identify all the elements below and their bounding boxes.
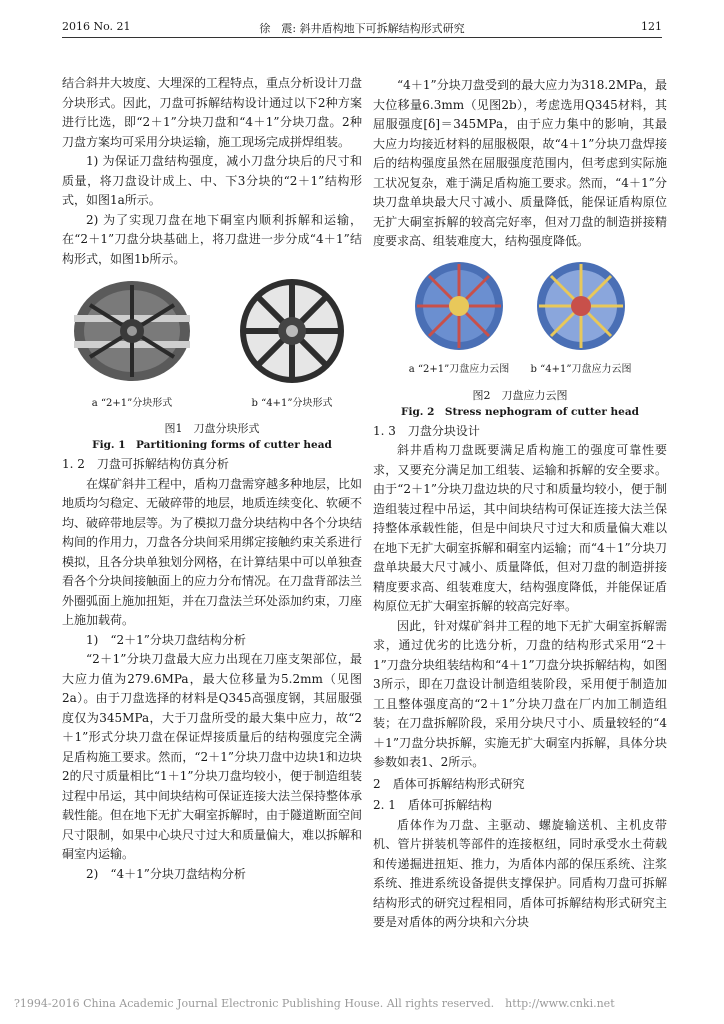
figure-2a (403, 258, 515, 380)
journal-issue: 2016 No. 21 (62, 20, 131, 33)
figure-2b-label: b “4+1”刀盘应力云图 (530, 364, 632, 375)
subsection-heading: 1) “2＋1”分块刀盘结构分析 (86, 632, 246, 647)
figure-2-caption-en: Fig. 2 Stress nephogram of cutter head (401, 405, 639, 418)
figure-1-caption-en: Fig. 1 Partitioning forms of cutter head (92, 439, 332, 451)
paragraph: 结合斜井大坡度、大埋深的工程特点，重点分析设计刀盘分块形式。因此，刀盘可拆解结构设计通过以下2种方案进行比选，即“2＋1”分块刀盘和“4＋1”分块刀盘。2种刀盘方案均可采用分块运输，施工现场完成拼焊组装。 (62, 76, 363, 149)
copyright-footer: ?1994-2016 China Academic Journal Electronic Publishing House. All rights reserved. http://www.cnki.net (14, 997, 615, 1010)
header-rule (62, 37, 662, 38)
stress-nephogram-2plus1 (411, 258, 507, 354)
section-heading: 2. 1 盾体可拆解结构 (373, 798, 492, 812)
paragraph: 因此，针对煤矿斜井工程的地下无扩大硐室拆解需求，通过优劣的比选分析，刀盘的结构形式采用“2＋1”刀盘分块组装结构和“4＋1”刀盘分块拆解结构，如图3所示，即在刀盘设计制造组装阶段，采用便于制造加工且整体强度高的“2＋1”分块刀盘在厂内加工制造组装；在刀盘拆解阶段，采用分块尺寸小、质量较轻的“4＋1”刀盘分块拆解，实施无扩大硐室内拆解，具体分块参数如表1、2所示。 (373, 618, 667, 769)
paragraph: 2) 为了实现刀盘在地下硐室内顺利拆解和运输，在“2＋1”刀盘分块基础上，将刀盘进一步分成“4＋1”结构形式，如图1b所示。 (62, 212, 362, 266)
paragraph: “4＋1”分块刀盘受到的最大应力为318.2MPa，最大位移量6.3mm（见图2b），考虑选用Q345材料，其屈服强度[δ]＝345MPa，由于应力集中的影响，其最大应力均接近材料的屈服极限，故“4＋1”分块刀盘焊接后的结构强度虽然在屈服强度范围内，但考虑到实际施工状况复杂，难于满足盾构施工要求。然而，“4＋1”分块刀盘单块最大尺寸减小、质量降低，能保证盾构原位无扩大硐室拆解的较高完好率，但对刀盘的制造拼接精度要求高、组装难度大，结构强度降低。 (373, 78, 667, 248)
left-column (62, 74, 362, 884)
figure-2b (525, 258, 637, 380)
figure-2a-label: a “2+1”刀盘应力云图 (408, 364, 510, 375)
figure-2-caption: 图2 刀盘应力云图 (472, 388, 568, 402)
figure-2 (373, 258, 667, 420)
figure-1b (222, 275, 362, 413)
section-heading: 1. 2 刀盘可拆解结构仿真分析 (62, 457, 229, 471)
running-header (62, 20, 662, 36)
subsection-heading: 2) “4＋1”分块刀盘结构分析 (86, 866, 246, 881)
cutter-head-4plus1-image (230, 275, 354, 387)
cutter-head-2plus1-image (70, 275, 194, 387)
section-heading: 1. 3 刀盘分块设计 (373, 423, 480, 438)
figure-1 (62, 275, 362, 453)
section-heading: 2 盾体可拆解结构形式研究 (373, 776, 525, 791)
figure-1-caption: 图1 刀盘分块形式 (164, 422, 260, 435)
page-number: 121 (641, 20, 662, 33)
figure-1a (62, 275, 202, 413)
paragraph: 盾体作为刀盘、主驱动、螺旋输送机、主机皮带机、管片拼装机等部件的连接枢纽，同时承受水土荷载和传递掘进扭矩、推力，为盾体内部的保压系统、注浆系统、推进系统设备提供支撑保护。同盾构刀盘可拆解结构形式的研究过程相同，盾体可拆解结构形式研究主要是对盾体的两分块和六分块 (373, 817, 667, 929)
paragraph: 在煤矿斜井工程中，盾构刀盘需穿越多种地层，比如地质均匀稳定、无破碎带的地层，地质连续变化、软硬不均、破碎带地层等。为了模拟刀盘分块结构中各个分块结构间的作用力，刀盘各分块间采用绑定接触约束关系进行模拟，且各分块单独划分网格，在计算结果中可以单独查看各个分块间接触面上的应力分布情况。在刀盘背部法兰外圈弧面上施加扭矩，并在刀盘法兰环处添加约束，刀座上施加载荷。 (62, 476, 363, 627)
paragraph: “2＋1”分块刀盘最大应力出现在刀座支架部位，最大应力值为279.6MPa，最大位移量为5.2mm（见图2a）。由于刀盘选择的材料是Q345高强度钢，其屈服强度仅为345MPa，大于刀盘所受的最大集中应力，故“2＋1”形式分块刀盘在保证焊接质量后的结构强度完全满足盾构施工要求。然而，“2＋1”分块刀盘中边块1和边块2的尺寸质量相比“1＋1”分块刀盘均较小，便于制造组装过程中吊运，其中间块结构可保证连接大法兰保持整体承载性能。但在地下无扩大硐室拆解时，由于隧道断面空间尺寸限制，如果中心块尺寸过大和质量偏大，难以拆解和硐室内运输。 (62, 652, 363, 861)
figure-1b-label: b “4+1”分块形式 (251, 397, 333, 409)
right-column (373, 76, 667, 933)
paragraph: 斜井盾构刀盘既要满足盾构施工的强度可靠性要求，又要充分满足加工组装、运输和拆解的安全要求。由于“2＋1”分块刀盘边块的尺寸和质量均较小，便于制造组装过程中吊运，其中间块结构可保证连接大法兰保持整体承载性能，但是中间块尺寸过大和质量偏大难以在地下无扩大硐室拆解和硐室内运输；而“4＋1”分块刀盘单块最大尺寸减小、质量降低，但对刀盘的制造拼接精度要求高、组装难度大，结构强度降低，并能保证盾构原位无扩大硐室拆解的较高完好率。 (373, 443, 667, 613)
stress-nephogram-4plus1 (533, 258, 629, 354)
paragraph: 1) 为保证刀盘结构强度，减小刀盘分块后的尺寸和质量，将刀盘设计成上、中、下3分块的“2＋1”结构形式，如图1a所示。 (62, 154, 362, 207)
figure-1a-label: a “2+1”分块形式 (91, 397, 173, 409)
running-title: 徐 震: 斜井盾构地下可拆解结构形式研究 (259, 22, 465, 35)
